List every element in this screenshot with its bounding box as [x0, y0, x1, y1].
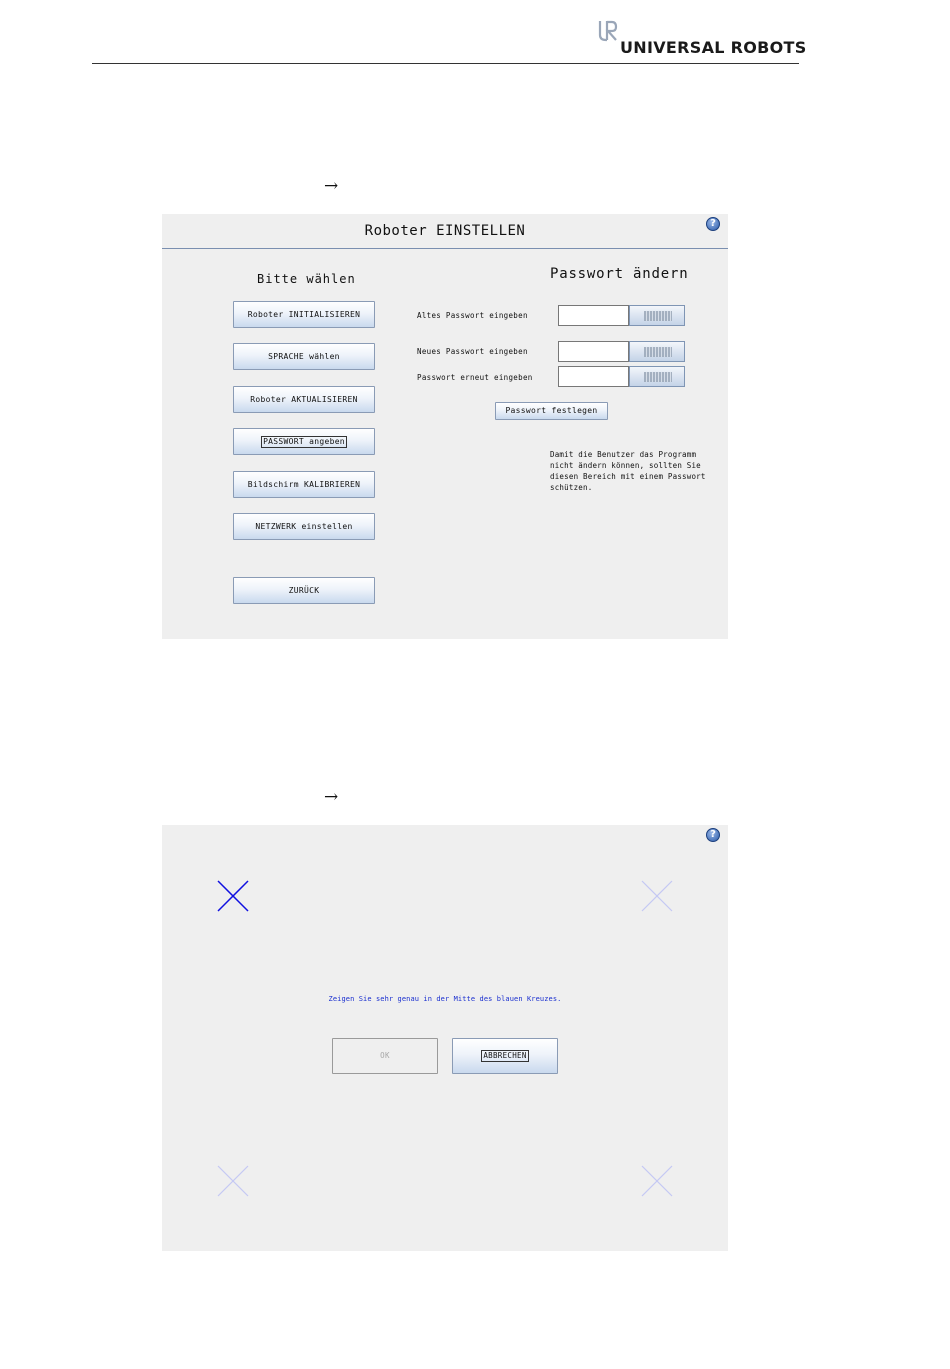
- repeat-password-keyboard-button[interactable]: [629, 366, 685, 387]
- new-password-label: Neues Passwort eingeben: [417, 347, 528, 356]
- new-password-input[interactable]: [558, 341, 629, 362]
- set-password-menu-button[interactable]: [233, 428, 375, 455]
- title-divider: [162, 248, 728, 249]
- keyboard-icon: [644, 347, 672, 357]
- initialize-robot-button[interactable]: Roboter INITIALISIEREN: [233, 301, 375, 328]
- right-heading: Passwort ändern: [550, 266, 689, 282]
- help-icon[interactable]: ?: [706, 828, 720, 842]
- update-robot-button[interactable]: Roboter AKTUALISIEREN: [233, 386, 375, 413]
- network-settings-button[interactable]: NETZWERK einstellen: [233, 513, 375, 540]
- inactive-calibration-cross-icon: [216, 1164, 250, 1198]
- repeat-password-label: Passwort erneut eingeben: [417, 373, 533, 382]
- repeat-password-input[interactable]: [558, 366, 629, 387]
- setup-screen-title: Roboter EINSTELLEN: [364, 223, 526, 239]
- set-password-button[interactable]: Passwort festlegen: [495, 402, 608, 420]
- old-password-keyboard-button[interactable]: [629, 305, 685, 326]
- header-divider: [92, 63, 799, 64]
- calibration-screen: [162, 825, 728, 1251]
- inactive-calibration-cross-icon: [640, 1164, 674, 1198]
- select-language-button[interactable]: SPRACHE wählen: [233, 343, 375, 370]
- calibration-instruction: Zeigen Sie sehr genau in der Mitte des blauen Kreuzes.: [328, 995, 562, 1003]
- calibrate-screen-button[interactable]: Bildschirm KALIBRIEREN: [233, 471, 375, 498]
- cancel-button[interactable]: [452, 1038, 558, 1074]
- password-info-text: Damit die Benutzer das Programm nicht ändern können, sollten Sie diesen Bereich mit einem Passwort schützen.: [550, 450, 706, 492]
- ok-button[interactable]: OK: [332, 1038, 438, 1074]
- active-calibration-cross-icon[interactable]: [216, 879, 250, 913]
- new-password-keyboard-button[interactable]: [629, 341, 685, 362]
- keyboard-icon: [644, 311, 672, 321]
- old-password-input[interactable]: [558, 305, 629, 326]
- old-password-label: Altes Passwort eingeben: [417, 311, 528, 320]
- focused-button-label: ABBRECHEN: [483, 1051, 527, 1060]
- left-heading: Bitte wählen: [257, 272, 356, 286]
- logo-text: UNIVERSAL ROBOTS: [620, 38, 807, 57]
- arrow-1: →: [324, 176, 339, 196]
- ur-logo-icon: [598, 20, 618, 42]
- setup-robot-screen: [162, 214, 728, 639]
- focused-button-label: PASSWORT angeben: [263, 437, 345, 446]
- arrow-2: →: [324, 787, 339, 807]
- back-button[interactable]: ZURÜCK: [233, 577, 375, 604]
- inactive-calibration-cross-icon: [640, 879, 674, 913]
- keyboard-icon: [644, 372, 672, 382]
- help-icon[interactable]: ?: [706, 217, 720, 231]
